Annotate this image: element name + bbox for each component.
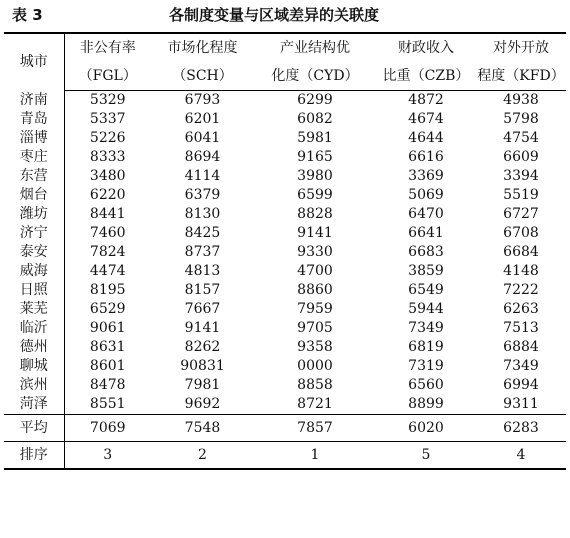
city-name: 潍坊 [4,205,64,224]
table-row [4,300,566,319]
table-body [4,91,566,470]
table-cell: 4813 [184,263,221,279]
table-cell: 6082 [297,111,333,127]
table-cell: 7460 [89,225,126,241]
correlation-table [4,32,566,470]
table-row [4,110,566,129]
city-name: 临沂 [4,319,64,338]
table-cell: 9165 [297,149,333,165]
table-row [4,376,566,395]
table-cell: 6470 [408,206,444,222]
city-name: 滨州 [4,376,64,395]
table-row [4,91,566,111]
table-cell: 8441 [89,206,126,222]
table-cell: 8828 [297,206,333,222]
header-fgl-line1: 非公有率 [64,33,151,62]
header-kfd-line2: 程度（KFD） [476,62,566,91]
table-cell: 4700 [297,263,333,279]
header-fgl-line2: （FGL） [64,62,151,91]
table-cell: 5519 [503,187,539,203]
header-row-2 [4,62,566,91]
average-value: 7857 [254,415,376,442]
table-cell: 8737 [184,244,221,260]
table-row [4,224,566,243]
table-cell: 5798 [503,111,539,127]
table-cell: 9330 [297,244,333,260]
rank-label: 排序 [4,442,64,470]
table-row [4,338,566,357]
table-cell: 6379 [184,187,221,203]
table-cell: 9141 [297,225,333,241]
city-name: 莱芜 [4,300,64,319]
header-kfd-line1: 对外开放 [476,33,566,62]
table-number: 表 3 [12,6,43,24]
table-cell: 6708 [503,225,539,241]
table-cell: 6560 [408,377,444,393]
table-cell: 3859 [408,263,444,279]
table-cell: 7222 [503,282,539,298]
table-row [4,205,566,224]
table-cell: 5069 [408,187,444,203]
table-row [4,148,566,167]
table-cell: 8721 [297,396,333,412]
rank-value: 4 [476,442,566,470]
table-cell: 9311 [503,396,539,412]
table-row [4,357,566,376]
table-title: 各制度变量与区域差异的关联度 [169,6,380,24]
table-cell: 8157 [184,282,221,298]
header-cyd-line2: 化度（CYD） [254,62,376,91]
table-cell: 8551 [89,396,126,412]
average-value: 6020 [376,415,476,442]
city-name: 威海 [4,262,64,281]
city-name: 济宁 [4,224,64,243]
table-cell: 8858 [297,377,333,393]
city-name: 聊城 [4,357,64,376]
header-row-1 [4,33,566,62]
table-row [4,281,566,300]
city-name: 淄博 [4,129,64,148]
table-row [4,262,566,281]
table-cell: 9692 [184,396,221,412]
table-cell: 6683 [408,244,444,260]
header-city: 城市 [4,33,64,91]
table-cell: 6529 [89,301,126,317]
table-cell: 5337 [89,111,126,127]
rank-value: 1 [254,442,376,470]
table-cell: 6793 [184,92,221,108]
table-cell: 8860 [297,282,333,298]
table-cell: 6599 [297,187,333,203]
rank-value: 3 [64,442,151,470]
table-cell: 6041 [184,130,221,146]
rank-value: 2 [151,442,254,470]
table-cell: 6727 [503,206,539,222]
table-cell: 0000 [297,358,333,374]
table-cell: 90831 [180,358,225,374]
table-cell: 9705 [297,320,333,336]
table-cell: 9141 [184,320,221,336]
city-name: 青岛 [4,110,64,129]
table-row [4,395,566,415]
table-cell: 7349 [503,358,539,374]
table-cell: 5329 [89,92,126,108]
table-cell: 8478 [89,377,126,393]
city-name: 泰安 [4,243,64,262]
rank-row [4,442,566,470]
table-cell: 4872 [408,92,444,108]
table-cell: 6263 [503,301,539,317]
header-czb-line2: 比重（CZB） [376,62,476,91]
table-cell: 4674 [408,111,444,127]
average-value: 6283 [476,415,566,442]
table-cell: 8601 [89,358,126,374]
table-cell: 6616 [408,149,444,165]
rank-value: 5 [376,442,476,470]
table-cell: 9061 [89,320,126,336]
table-cell: 6641 [408,225,444,241]
header-czb-line1: 财政收入 [376,33,476,62]
table-cell: 8694 [184,149,221,165]
table-cell: 7513 [503,320,539,336]
table-cell: 8631 [89,339,126,355]
header-cyd-line1: 产业结构优 [254,33,376,62]
table-cell: 7319 [408,358,444,374]
table-cell: 4754 [503,130,539,146]
table-cell: 6884 [503,339,539,355]
city-name: 枣庄 [4,148,64,167]
table-cell: 7349 [408,320,444,336]
table-cell: 7824 [89,244,126,260]
table-cell: 6549 [408,282,444,298]
table-row [4,129,566,148]
table-cell: 8425 [184,225,221,241]
table-cell: 6684 [503,244,539,260]
city-name: 日照 [4,281,64,300]
table-caption [4,2,566,28]
table-row [4,243,566,262]
city-name: 德州 [4,338,64,357]
table-cell: 8262 [184,339,221,355]
table-cell: 6994 [503,377,539,393]
table-cell: 4938 [503,92,539,108]
city-name: 济南 [4,91,64,111]
table-cell: 8899 [408,396,444,412]
table-cell: 4114 [184,168,221,184]
table-cell: 5944 [408,301,444,317]
table-cell: 3980 [297,168,333,184]
city-name: 菏泽 [4,395,64,415]
table-cell: 6819 [408,339,444,355]
table-cell: 6299 [297,92,333,108]
table-cell: 6201 [184,111,221,127]
table-cell: 9358 [297,339,333,355]
average-value: 7069 [64,415,151,442]
table-cell: 7959 [297,301,333,317]
table-cell: 6220 [89,187,126,203]
table-cell: 3394 [503,168,539,184]
table-cell: 5981 [297,130,333,146]
header-sch-line1: 市场化程度 [151,33,254,62]
table-cell: 7667 [184,301,221,317]
table-cell: 8130 [184,206,221,222]
average-value: 7548 [151,415,254,442]
table-cell: 3480 [89,168,126,184]
header-sch-line2: （SCH） [151,62,254,91]
table-cell: 7981 [184,377,221,393]
table-cell: 4148 [503,263,539,279]
city-name: 东营 [4,167,64,186]
average-row [4,415,566,442]
table-cell: 3369 [408,168,444,184]
table-cell: 6609 [503,149,539,165]
table-cell: 8333 [89,149,126,165]
table-row [4,167,566,186]
city-name: 烟台 [4,186,64,205]
table-row [4,319,566,338]
table-cell: 5226 [89,130,126,146]
average-label: 平均 [4,415,64,442]
table-cell: 4644 [408,130,444,146]
table-row [4,186,566,205]
table-cell: 4474 [89,263,126,279]
table-cell: 8195 [89,282,126,298]
